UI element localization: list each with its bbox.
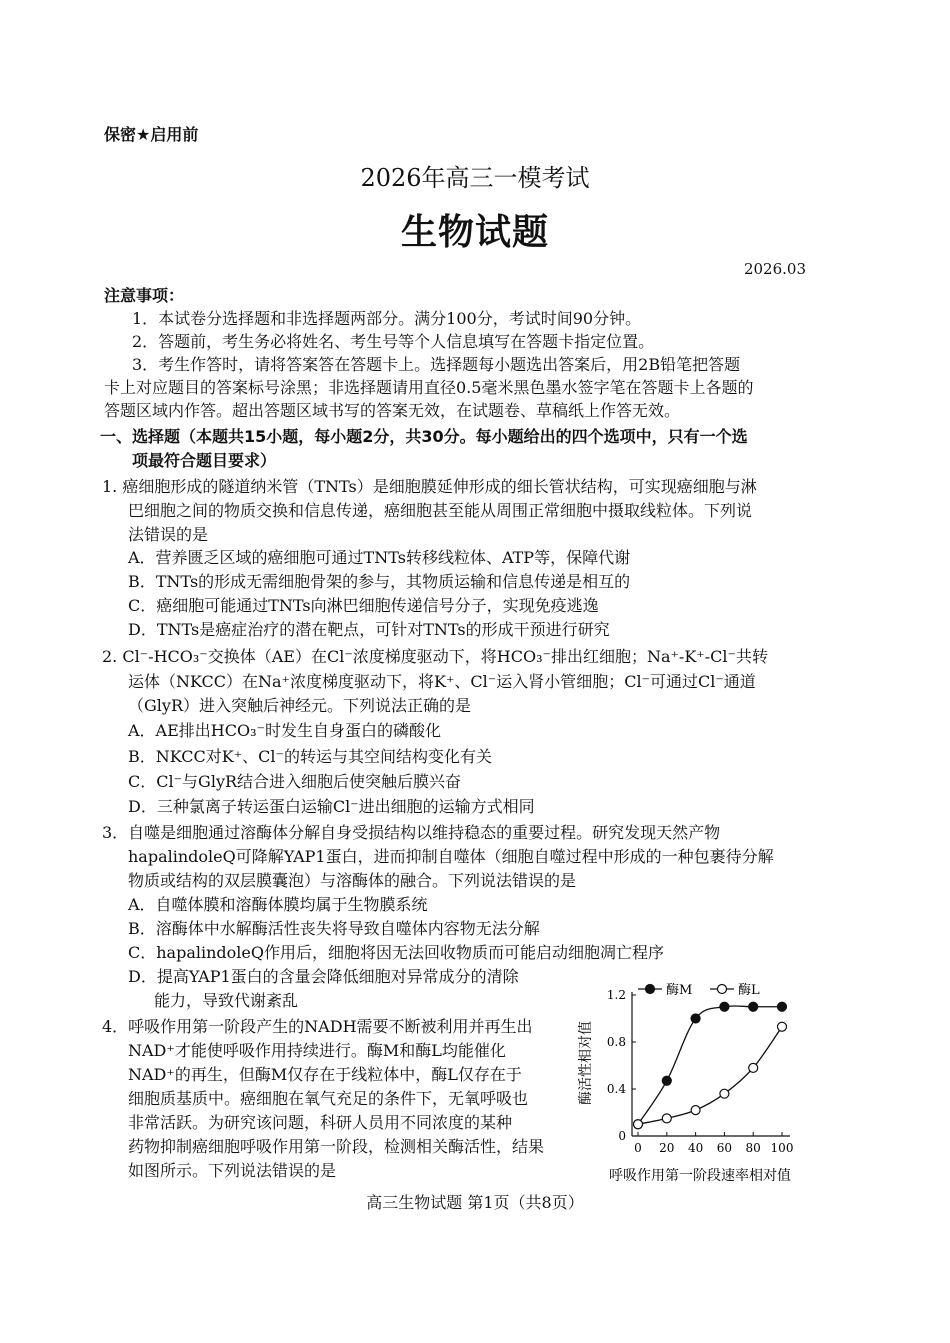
option-c: C．癌细胞可能通过TNTs向淋巴细胞传递信号分子，实现免疫逃逸 — [128, 596, 599, 615]
x-tick-label: 40 — [687, 1141, 704, 1155]
question-stem: 3．自噬是细胞通过溶酶体分解自身受损结构以维持稳态的重要过程。研究发现天然产物 — [102, 823, 721, 842]
notice-line: 答题区域内作答。超出答题区域书写的答案无效，在试题卷、草稿纸上作答无效。 — [104, 401, 681, 420]
question-stem: 物质或结构的双层膜囊泡）与溶酶体的融合。下列说法错误的是 — [128, 871, 577, 890]
question-stem: （GlyR）进入突触后神经元。下列说法正确的是 — [128, 696, 471, 715]
y-tick-label: 0.4 — [606, 1082, 626, 1096]
question-stem: 细胞质基质中。癌细胞在氧气充足的条件下，无氧呼吸也 — [128, 1089, 529, 1108]
notice-line: 2．答题前，考生务必将姓名、考生号等个人信息填写在答题卡指定位置。 — [132, 332, 655, 351]
legend-label: 酶L — [738, 983, 760, 998]
question-stem: 2. Cl⁻-HCO₃⁻交换体（AE）在Cl⁻浓度梯度驱动下，将HCO₃⁻排出红细胞；Na⁺-K⁺-Cl⁻共转 — [102, 647, 768, 666]
x-tick-label: 80 — [745, 1141, 761, 1155]
confidential-label: 保密★启用前 — [104, 125, 199, 144]
question-stem: hapalindoleQ可降解YAP1蛋白，进而抑制自噬体（细胞自噬过程中形成的一种包裹待分解 — [128, 847, 774, 866]
option-d: D．三种氯离子转运蛋白运输Cl⁻进出细胞的运输方式相同 — [128, 797, 535, 816]
subject-title: 生物试题 — [400, 212, 549, 253]
data-point — [778, 1002, 787, 1011]
x-axis-label: 呼吸作用第一阶段速率相对值 — [609, 1168, 791, 1184]
question-stem: 非常活跃。为研究该问题，科研人员用不同浓度的某种 — [128, 1113, 513, 1132]
option-d: D．TNTs是癌症治疗的潜在靶点，可针对TNTs的形成干预进行研究 — [128, 620, 610, 639]
y-tick-label: 1.2 — [606, 988, 626, 1002]
section-heading-cont: 项最符合题目要求） — [132, 451, 277, 470]
enzyme-activity-chart — [560, 975, 820, 1185]
data-point — [691, 1106, 700, 1115]
y-tick-label: 0 — [618, 1129, 626, 1143]
legend-label: 酶M — [666, 983, 693, 998]
x-tick-label: 20 — [659, 1141, 675, 1155]
option-a: A．营养匮乏区域的癌细胞可通过TNTs转移线粒体、ATP等，保障代谢 — [128, 548, 631, 567]
series-line-2 — [638, 1027, 782, 1125]
y-axis-label: 酶活性相对值 — [578, 1021, 594, 1105]
data-point — [634, 1120, 643, 1129]
option-c: C．Cl⁻与GlyR结合进入细胞后使突触后膜兴奋 — [128, 772, 462, 791]
data-point — [662, 1114, 671, 1123]
question-stem: 1. 癌细胞形成的隧道纳米管（TNTs）是细胞膜延伸形成的细长管状结构，可实现癌细胞与淋 — [102, 477, 757, 496]
data-point — [691, 1014, 700, 1023]
option-b: B．NKCC对K⁺、Cl⁻的转运与其空间结构变化有关 — [128, 747, 492, 766]
notice-line: 1．本试卷分选择题和非选择题两部分。满分100分，考试时间90分钟。 — [132, 309, 642, 328]
section-heading: 一、选择题（本题共15小题，每小题2分，共30分。每小题给出的四个选项中，只有一个选 — [100, 427, 748, 446]
data-point — [720, 1002, 729, 1011]
option-d: D．提高YAP1蛋白的含量会降低细胞对异常成分的清除 — [128, 967, 519, 986]
notice-heading: 注意事项： — [104, 286, 185, 305]
data-point — [749, 1063, 758, 1072]
legend-marker — [646, 985, 655, 994]
notice-line: 卡上对应题目的答案标号涂黑；非选择题请用直径0.5毫米黑色墨水签字笔在答题卡上各题的 — [104, 378, 754, 397]
question-stem: 法错误的是 — [128, 525, 209, 544]
y-tick-label: 0.8 — [606, 1035, 626, 1049]
option-a: A．AE排出HCO₃⁻时发生自身蛋白的磷酸化 — [128, 721, 441, 740]
legend-marker — [718, 985, 727, 994]
data-point — [778, 1022, 787, 1031]
x-tick-label: 100 — [770, 1141, 794, 1155]
option-a: A．自噬体膜和溶酶体膜均属于生物膜系统 — [128, 895, 428, 914]
data-point — [749, 1002, 758, 1011]
option-b: B．TNTs的形成无需细胞骨架的参与，其物质运输和信息传递是相互的 — [128, 572, 631, 591]
x-tick-label: 0 — [634, 1141, 642, 1155]
page-footer: 高三生物试题 第1页（共8页） — [366, 1193, 584, 1212]
data-point — [720, 1089, 729, 1098]
exam-date: 2026.03 — [743, 260, 806, 278]
question-stem: NAD⁺才能使呼吸作用持续进行。酶M和酶L均能催化 — [128, 1041, 506, 1060]
question-stem: 4．呼吸作用第一阶段产生的NADH需要不断被利用并再生出 — [102, 1017, 533, 1036]
data-point — [662, 1076, 671, 1085]
option-d-cont: 能力，导致代谢紊乱 — [154, 991, 299, 1010]
x-tick-label: 60 — [716, 1141, 733, 1155]
exam-name: 2026年高三一模考试 — [360, 164, 590, 192]
question-stem: 巴细胞之间的物质交换和信息传递，癌细胞甚至能从周围正常细胞中摄取线粒体。下列说 — [128, 501, 753, 520]
option-c: C．hapalindoleQ作用后，细胞将因无法回收物质而可能启动细胞凋亡程序 — [128, 943, 664, 962]
question-stem: 药物抑制癌细胞呼吸作用第一阶段，检测相关酶活性，结果 — [128, 1137, 545, 1156]
question-stem: 如图所示。下列说法错误的是 — [128, 1161, 337, 1180]
question-stem: NAD⁺的再生，但酶M仅存在于线粒体中，酶L仅存在于 — [128, 1065, 522, 1084]
question-stem: 运体（NKCC）在Na⁺浓度梯度驱动下，将K⁺、Cl⁻运入肾小管细胞；Cl⁻可通过Cl⁻通道 — [128, 672, 756, 691]
notice-line: 3．考生作答时，请将答案答在答题卡上。选择题每小题选出答案后，用2B铅笔把答题 — [132, 355, 741, 374]
series-line-1 — [638, 1006, 782, 1124]
option-b: B．溶酶体中水解酶活性丧失将导致自噬体内容物无法分解 — [128, 919, 540, 938]
